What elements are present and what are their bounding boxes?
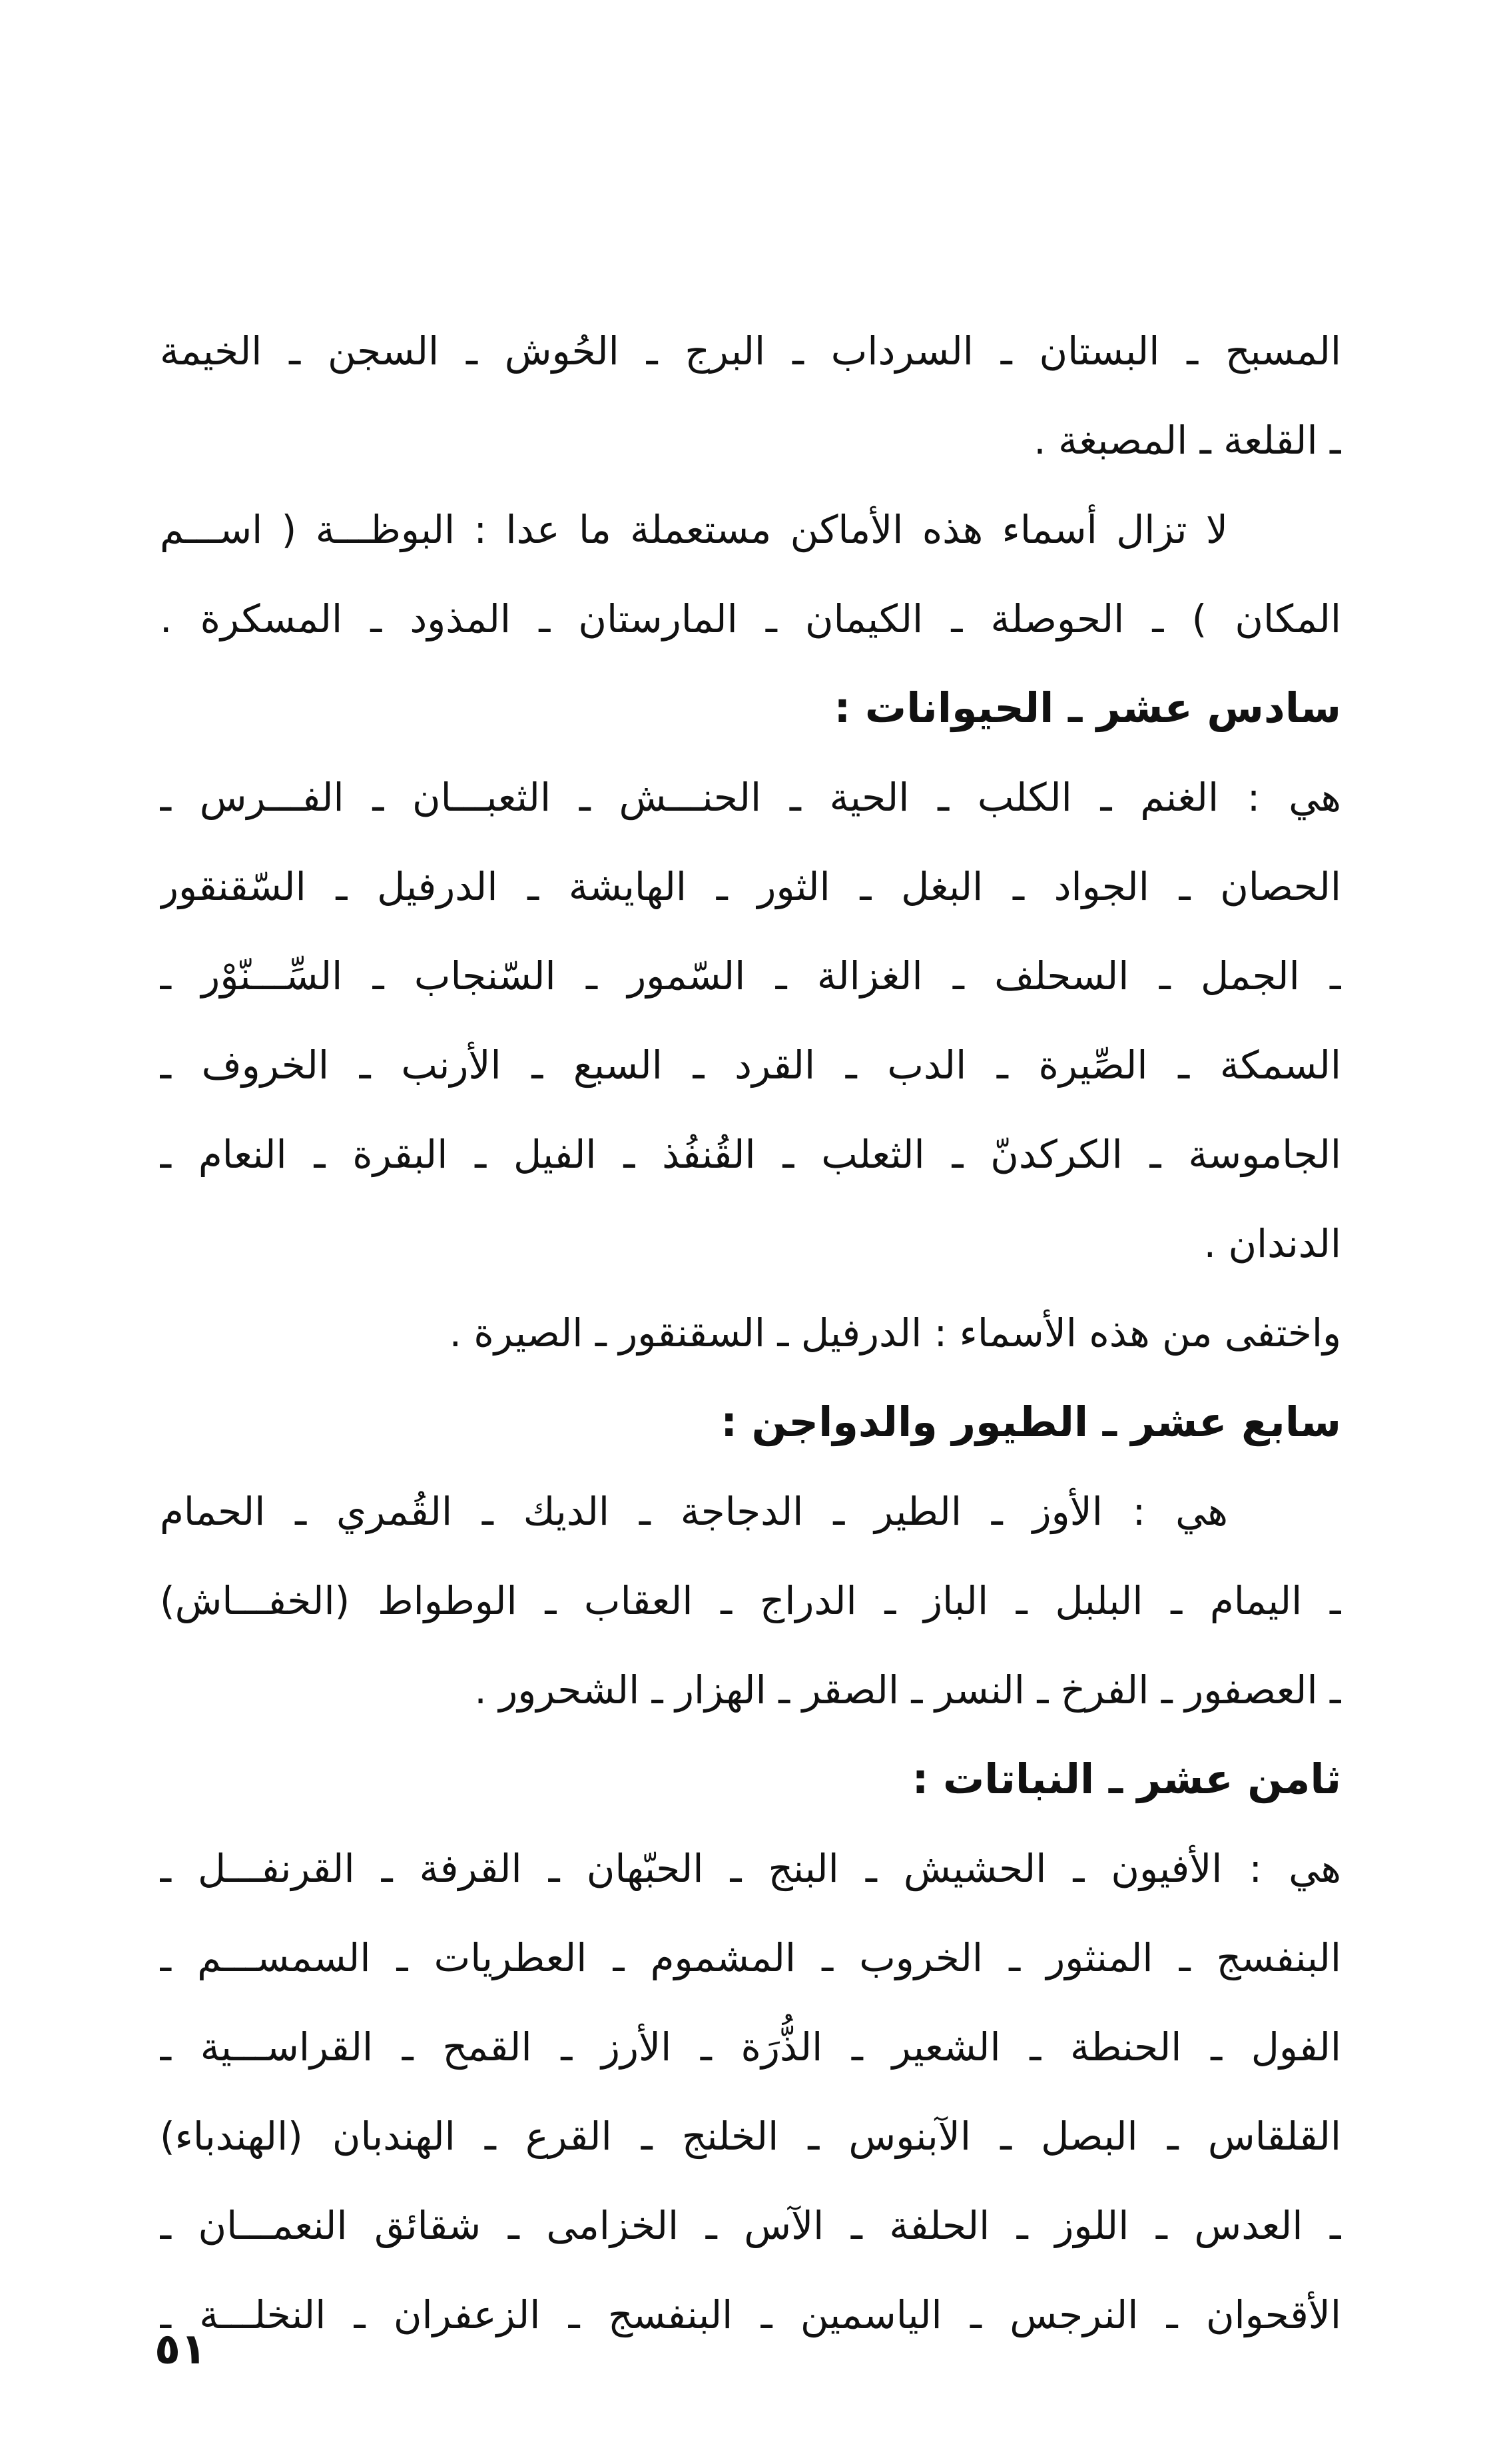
- text-line-12: واختفى من هذه الأسماء : الدرفيل ـ السقنقور ـ الصيرة .: [449, 1310, 1341, 1356]
- text-line-1: المسبح ـ البستان ـ السرداب ـ البرج ـ الحُوش ـ السجن ـ الخيمة: [160, 328, 1341, 374]
- text-line-14: هي : الأوز ـ الطير ـ الدجاجة ـ الديك ـ القُمري ـ الحمام: [160, 1489, 1228, 1534]
- text-line-23: الأقحوان ـ النرجس ـ الياسمين ـ البنفسج ـ الزعفران ـ النخلـــة ـ: [160, 2292, 1341, 2337]
- text-line-15: ـ اليمام ـ البلبل ـ الباز ـ الدراج ـ العقاب ـ الوطواط (الخفـــاش): [160, 1578, 1341, 1623]
- text-line-11: الدندان .: [1203, 1221, 1341, 1266]
- text-line-19: البنفسج ـ المنثور ـ الخروب ـ المشموم ـ العطريات ـ السمســـم ـ: [160, 1935, 1341, 1980]
- text-line-10: الجاموسة ـ الكركدنّ ـ الثعلب ـ القُنفُذ ـ الفيل ـ البقرة ـ النعام ـ: [160, 1132, 1341, 1177]
- text-line-22: ـ العدس ـ اللوز ـ الحلفة ـ الآس ـ الخزامى ـ شقائق النعمـــان ـ: [160, 2203, 1341, 2248]
- text-line-4: المكان ) ـ الحوصلة ـ الكيمان ـ المارستان ـ المذود ـ المسكرة .: [160, 596, 1341, 641]
- text-line-2: ـ القلعة ـ المصبغة .: [1034, 418, 1341, 463]
- text-line-3: لا تزال أسماء هذه الأماكن مستعملة ما عدا : البوظـــة ( اســـم: [160, 507, 1228, 552]
- text-line-6: هي : الغنم ـ الكلب ـ الحية ـ الحنـــش ـ الثعبـــان ـ الفـــرس ـ: [160, 775, 1341, 820]
- text-line-21: القلقاس ـ البصل ـ الآبنوس ـ الخلنج ـ القرع ـ الهندبان (الهندباء): [160, 2114, 1341, 2159]
- text-line-18: هي : الأفيون ـ الحشيش ـ البنج ـ الحبّهان ـ القرفة ـ القرنفـــل ـ: [160, 1846, 1341, 1891]
- text-line-7: الحصان ـ الجواد ـ البغل ـ الثور ـ الهايشة ـ الدرفيل ـ السّقنقور: [160, 864, 1341, 909]
- section-heading-plants: ثامن عشر ـ النباتات :: [912, 1755, 1341, 1803]
- text-line-8: ـ الجمل ـ السحلف ـ الغزالة ـ السّمور ـ السّنجاب ـ السِّـــنّوْر ـ: [160, 953, 1341, 999]
- section-heading-birds: سابع عشر ـ الطيور والدواجن :: [721, 1398, 1341, 1446]
- text-line-20: الفول ـ الحنطة ـ الشعير ـ الذُّرَة ـ الأرز ـ القمح ـ القراســـية ـ: [160, 2024, 1341, 2070]
- section-heading-animals: سادس عشر ـ الحيوانات :: [834, 683, 1341, 732]
- text-line-16: ـ العصفور ـ الفرخ ـ النسر ـ الصقر ـ الهزار ـ الشحرور .: [474, 1667, 1341, 1713]
- body-text: [160, 306, 1341, 2359]
- page-number: ٥١: [154, 2325, 207, 2374]
- text-line-9: السمكة ـ الصِّيرة ـ الدب ـ القرد ـ السبع ـ الأرنب ـ الخروف ـ: [160, 1042, 1341, 1088]
